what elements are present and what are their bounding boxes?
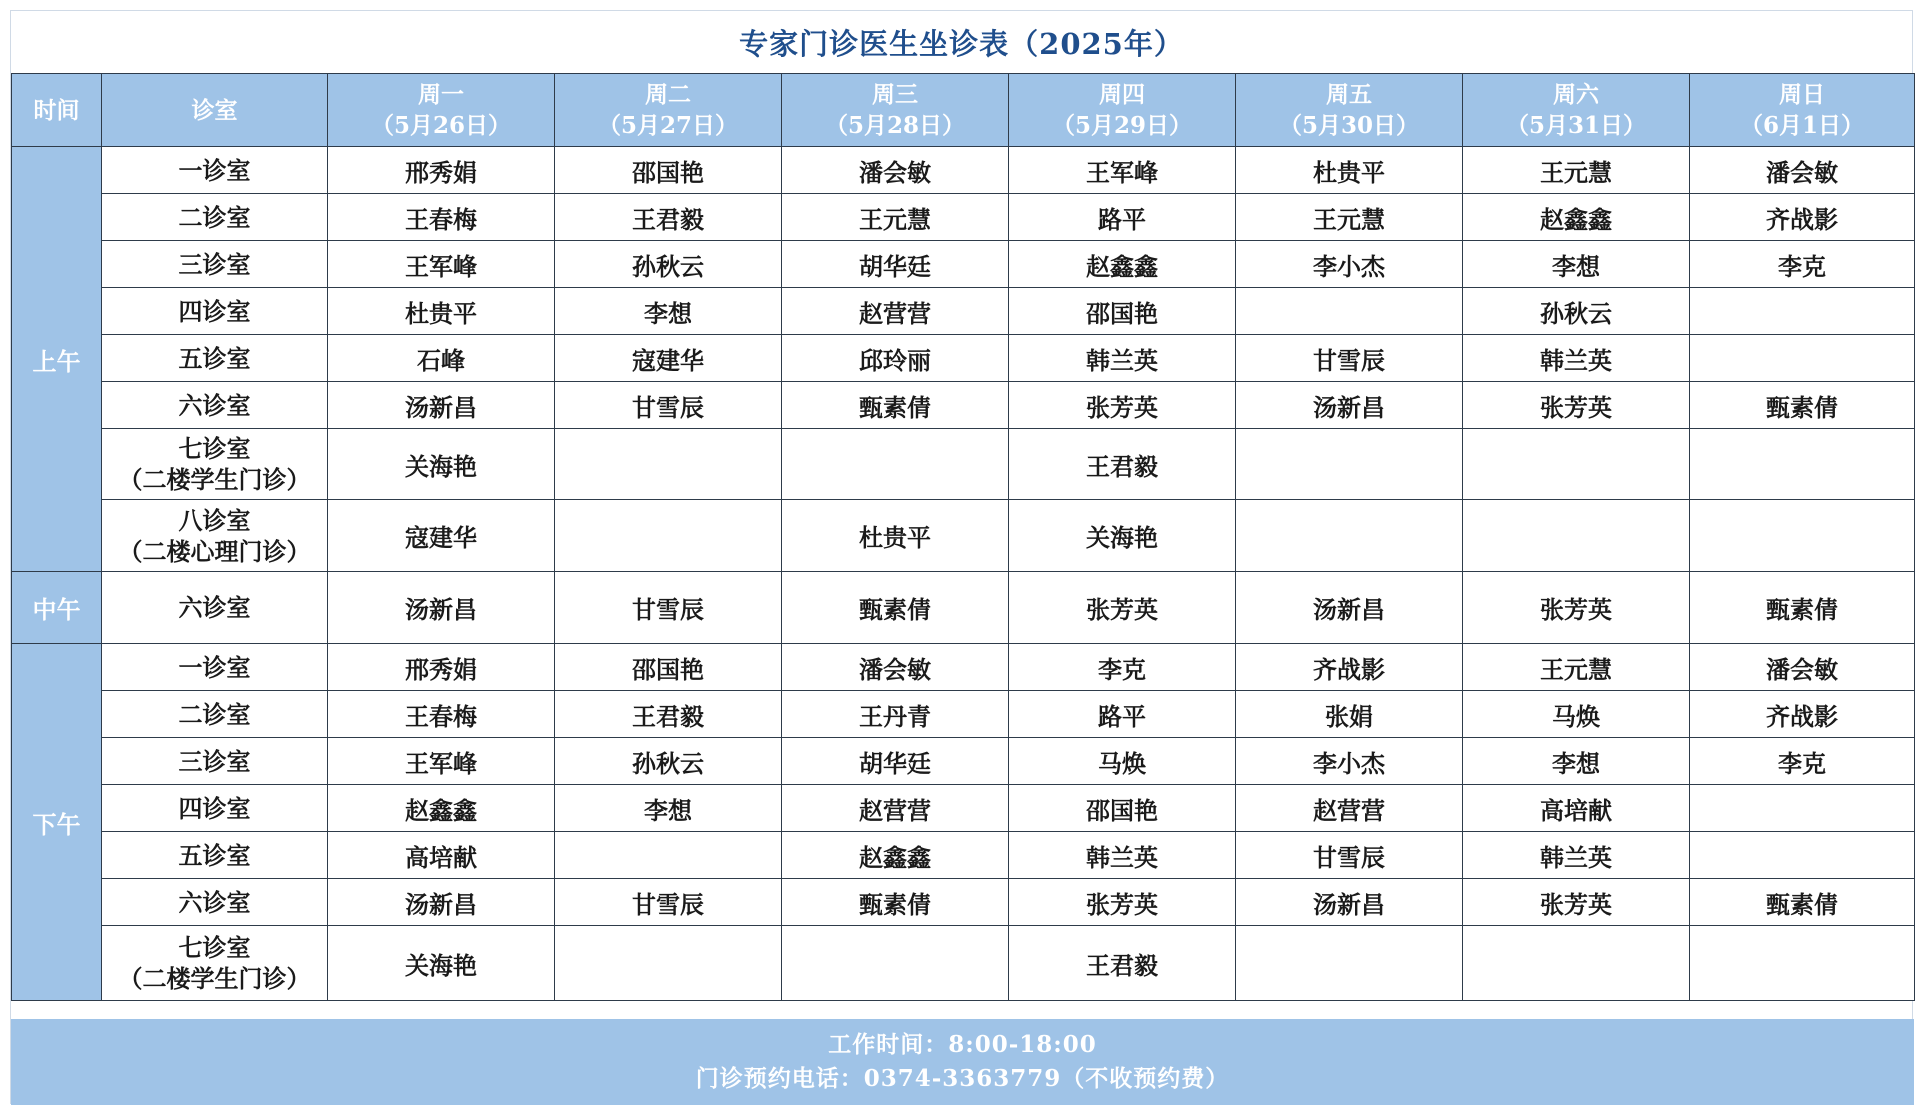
header-day-wed <box>782 74 1009 147</box>
doctor-cell: 邵国艳 <box>1009 288 1236 335</box>
room-cell: 六诊室 <box>102 572 328 644</box>
doctor-cell <box>555 429 782 500</box>
period-afternoon: 下午 <box>12 644 102 1001</box>
day-name: 周日 <box>1779 81 1825 108</box>
doctor-cell: 潘会敏 <box>1690 147 1915 194</box>
doctor-cell: 张芳英 <box>1009 879 1236 926</box>
table-row <box>12 879 1915 926</box>
table-row <box>12 500 1915 572</box>
table-row <box>12 785 1915 832</box>
doctor-cell: 杜贵平 <box>1236 147 1463 194</box>
doctor-cell <box>1236 429 1463 500</box>
doctor-cell <box>782 429 1009 500</box>
doctor-cell: 高培献 <box>328 832 555 879</box>
room-cell: 四诊室 <box>102 288 328 335</box>
doctor-cell <box>1690 288 1915 335</box>
doctor-cell <box>1236 926 1463 1001</box>
header-day-sat <box>1463 74 1690 147</box>
room-cell: 三诊室 <box>102 738 328 785</box>
doctor-cell: 胡华廷 <box>782 738 1009 785</box>
doctor-cell: 李克 <box>1009 644 1236 691</box>
table-body <box>12 147 1915 1001</box>
doctor-cell: 王丹青 <box>782 691 1009 738</box>
doctor-cell: 甄素倩 <box>1690 572 1915 644</box>
doctor-cell: 寇建华 <box>328 500 555 572</box>
doctor-cell: 杜贵平 <box>328 288 555 335</box>
table-row <box>12 738 1915 785</box>
doctor-cell: 寇建华 <box>555 335 782 382</box>
table-row <box>12 832 1915 879</box>
doctor-cell: 张芳英 <box>1009 382 1236 429</box>
doctor-cell: 王元慧 <box>1236 194 1463 241</box>
doctor-cell: 韩兰英 <box>1009 335 1236 382</box>
doctor-cell: 潘会敏 <box>782 147 1009 194</box>
day-date: （5月27日） <box>597 112 738 139</box>
schedule-sheet <box>10 10 1913 1104</box>
doctor-cell: 赵鑫鑫 <box>328 785 555 832</box>
doctor-cell: 张芳英 <box>1463 382 1690 429</box>
doctor-cell: 赵鑫鑫 <box>1009 241 1236 288</box>
doctor-cell: 孙秋云 <box>555 241 782 288</box>
doctor-cell: 齐战影 <box>1236 644 1463 691</box>
doctor-cell: 王军峰 <box>328 738 555 785</box>
doctor-cell <box>1690 500 1915 572</box>
doctor-cell <box>1690 429 1915 500</box>
table-row <box>12 335 1915 382</box>
day-name: 周二 <box>645 81 691 108</box>
doctor-cell: 甘雪辰 <box>555 879 782 926</box>
doctor-cell: 潘会敏 <box>1690 644 1915 691</box>
room-cell: 五诊室 <box>102 832 328 879</box>
day-date: （5月26日） <box>370 112 511 139</box>
doctor-cell <box>1690 335 1915 382</box>
room-cell: 六诊室 <box>102 879 328 926</box>
doctor-cell: 李想 <box>555 288 782 335</box>
day-date: （5月29日） <box>1051 112 1192 139</box>
doctor-cell <box>1463 429 1690 500</box>
header-day-tue <box>555 74 782 147</box>
doctor-cell: 韩兰英 <box>1463 335 1690 382</box>
table-row <box>12 194 1915 241</box>
doctor-cell: 邱玲丽 <box>782 335 1009 382</box>
table-row <box>12 382 1915 429</box>
doctor-cell: 李想 <box>1463 738 1690 785</box>
doctor-cell <box>1236 288 1463 335</box>
doctor-cell: 王春梅 <box>328 691 555 738</box>
doctor-cell: 王元慧 <box>1463 147 1690 194</box>
footer-info <box>11 1019 1914 1105</box>
doctor-cell: 汤新昌 <box>1236 572 1463 644</box>
doctor-cell: 关海艳 <box>328 926 555 1001</box>
header-day-mon <box>328 74 555 147</box>
day-name: 周三 <box>872 81 918 108</box>
room-cell: 一诊室 <box>102 147 328 194</box>
table-row <box>12 429 1915 500</box>
doctor-cell: 甄素倩 <box>1690 382 1915 429</box>
doctor-cell: 汤新昌 <box>1236 879 1463 926</box>
doctor-cell: 李想 <box>555 785 782 832</box>
doctor-cell <box>1236 500 1463 572</box>
doctor-cell <box>1463 500 1690 572</box>
room-cell: 四诊室 <box>102 785 328 832</box>
doctor-cell: 韩兰英 <box>1009 832 1236 879</box>
doctor-cell: 甄素倩 <box>782 879 1009 926</box>
doctor-cell: 王君毅 <box>1009 926 1236 1001</box>
room-subtitle: （二楼心理门诊） <box>118 536 311 566</box>
doctor-cell: 邢秀娟 <box>328 147 555 194</box>
doctor-cell: 马焕 <box>1009 738 1236 785</box>
doctor-cell: 邢秀娟 <box>328 644 555 691</box>
day-date: （5月30日） <box>1278 112 1419 139</box>
doctor-cell: 王春梅 <box>328 194 555 241</box>
doctor-cell: 张芳英 <box>1463 572 1690 644</box>
doctor-cell: 潘会敏 <box>782 644 1009 691</box>
doctor-cell: 韩兰英 <box>1463 832 1690 879</box>
doctor-cell: 邵国艳 <box>1009 785 1236 832</box>
doctor-cell: 李小杰 <box>1236 738 1463 785</box>
day-name: 周五 <box>1326 81 1372 108</box>
doctor-cell: 张娟 <box>1236 691 1463 738</box>
day-name: 周四 <box>1099 81 1145 108</box>
doctor-cell: 马焕 <box>1463 691 1690 738</box>
working-hours: 工作时间：8:00-18:00 <box>828 1031 1097 1058</box>
header-room: 诊室 <box>102 74 328 147</box>
room-cell <box>102 500 328 572</box>
doctor-cell: 石峰 <box>328 335 555 382</box>
doctor-cell: 赵营营 <box>782 288 1009 335</box>
day-name: 周一 <box>418 81 464 108</box>
doctor-cell: 甄素倩 <box>1690 879 1915 926</box>
doctor-cell: 胡华廷 <box>782 241 1009 288</box>
doctor-cell: 杜贵平 <box>782 500 1009 572</box>
room-cell: 一诊室 <box>102 644 328 691</box>
doctor-cell: 关海艳 <box>1009 500 1236 572</box>
doctor-cell <box>782 926 1009 1001</box>
room-cell: 三诊室 <box>102 241 328 288</box>
doctor-cell: 赵鑫鑫 <box>782 832 1009 879</box>
doctor-cell: 汤新昌 <box>328 879 555 926</box>
doctor-cell: 汤新昌 <box>328 572 555 644</box>
header-time: 时间 <box>12 74 102 147</box>
room-cell: 二诊室 <box>102 691 328 738</box>
doctor-cell: 王君毅 <box>555 691 782 738</box>
doctor-cell: 王君毅 <box>555 194 782 241</box>
doctor-cell: 李克 <box>1690 738 1915 785</box>
doctor-cell: 张芳英 <box>1009 572 1236 644</box>
room-subtitle: （二楼学生门诊） <box>118 465 311 494</box>
table-row <box>12 926 1915 1001</box>
header-day-sun <box>1690 74 1915 147</box>
room-cell: 六诊室 <box>102 382 328 429</box>
table-row <box>12 241 1915 288</box>
day-date: （5月31日） <box>1505 112 1646 139</box>
doctor-cell <box>1463 926 1690 1001</box>
table-row <box>12 288 1915 335</box>
doctor-cell: 汤新昌 <box>328 382 555 429</box>
doctor-cell: 李小杰 <box>1236 241 1463 288</box>
table-row <box>12 572 1915 644</box>
doctor-cell: 甘雪辰 <box>1236 832 1463 879</box>
doctor-cell: 赵鑫鑫 <box>1463 194 1690 241</box>
room-cell <box>102 926 328 1001</box>
doctor-cell: 赵营营 <box>782 785 1009 832</box>
doctor-cell: 赵营营 <box>1236 785 1463 832</box>
doctor-cell <box>1690 785 1915 832</box>
doctor-cell: 王君毅 <box>1009 429 1236 500</box>
table-row <box>12 691 1915 738</box>
doctor-cell: 孙秋云 <box>555 738 782 785</box>
room-name: 七诊室 <box>178 434 251 463</box>
room-cell <box>102 429 328 500</box>
doctor-cell <box>555 926 782 1001</box>
doctor-cell: 甄素倩 <box>782 572 1009 644</box>
header-day-thu <box>1009 74 1236 147</box>
table-header <box>12 74 1915 147</box>
doctor-cell: 路平 <box>1009 691 1236 738</box>
doctor-cell: 李想 <box>1463 241 1690 288</box>
doctor-cell <box>1690 832 1915 879</box>
doctor-cell <box>1690 926 1915 1001</box>
doctor-cell: 甘雪辰 <box>555 572 782 644</box>
room-subtitle: （二楼学生门诊） <box>118 964 311 993</box>
doctor-cell: 甄素倩 <box>782 382 1009 429</box>
table-row <box>12 644 1915 691</box>
doctor-cell: 汤新昌 <box>1236 382 1463 429</box>
room-name: 八诊室 <box>178 505 251 535</box>
doctor-cell: 孙秋云 <box>1463 288 1690 335</box>
doctor-cell: 邵国艳 <box>555 644 782 691</box>
table-row <box>12 147 1915 194</box>
room-name: 七诊室 <box>178 933 251 962</box>
day-date: （5月28日） <box>824 112 965 139</box>
doctor-cell: 高培献 <box>1463 785 1690 832</box>
doctor-cell: 王军峰 <box>1009 147 1236 194</box>
room-cell: 二诊室 <box>102 194 328 241</box>
doctor-cell <box>555 832 782 879</box>
schedule-table <box>11 73 1915 1001</box>
doctor-cell: 齐战影 <box>1690 691 1915 738</box>
doctor-cell <box>555 500 782 572</box>
period-morning: 上午 <box>12 147 102 572</box>
doctor-cell: 王军峰 <box>328 241 555 288</box>
day-date: （6月1日） <box>1739 112 1864 139</box>
doctor-cell: 关海艳 <box>328 429 555 500</box>
doctor-cell: 齐战影 <box>1690 194 1915 241</box>
doctor-cell: 甘雪辰 <box>1236 335 1463 382</box>
room-cell: 五诊室 <box>102 335 328 382</box>
doctor-cell: 王元慧 <box>782 194 1009 241</box>
header-day-fri <box>1236 74 1463 147</box>
doctor-cell: 张芳英 <box>1463 879 1690 926</box>
doctor-cell: 邵国艳 <box>555 147 782 194</box>
doctor-cell: 甘雪辰 <box>555 382 782 429</box>
appointment-phone: 门诊预约电话：0374-3363779（不收预约费） <box>695 1065 1230 1092</box>
doctor-cell: 王元慧 <box>1463 644 1690 691</box>
doctor-cell: 路平 <box>1009 194 1236 241</box>
period-noon: 中午 <box>12 572 102 644</box>
day-name: 周六 <box>1553 81 1599 108</box>
page-title: 专家门诊医生坐诊表（2025年） <box>739 26 1184 61</box>
doctor-cell: 李克 <box>1690 241 1915 288</box>
